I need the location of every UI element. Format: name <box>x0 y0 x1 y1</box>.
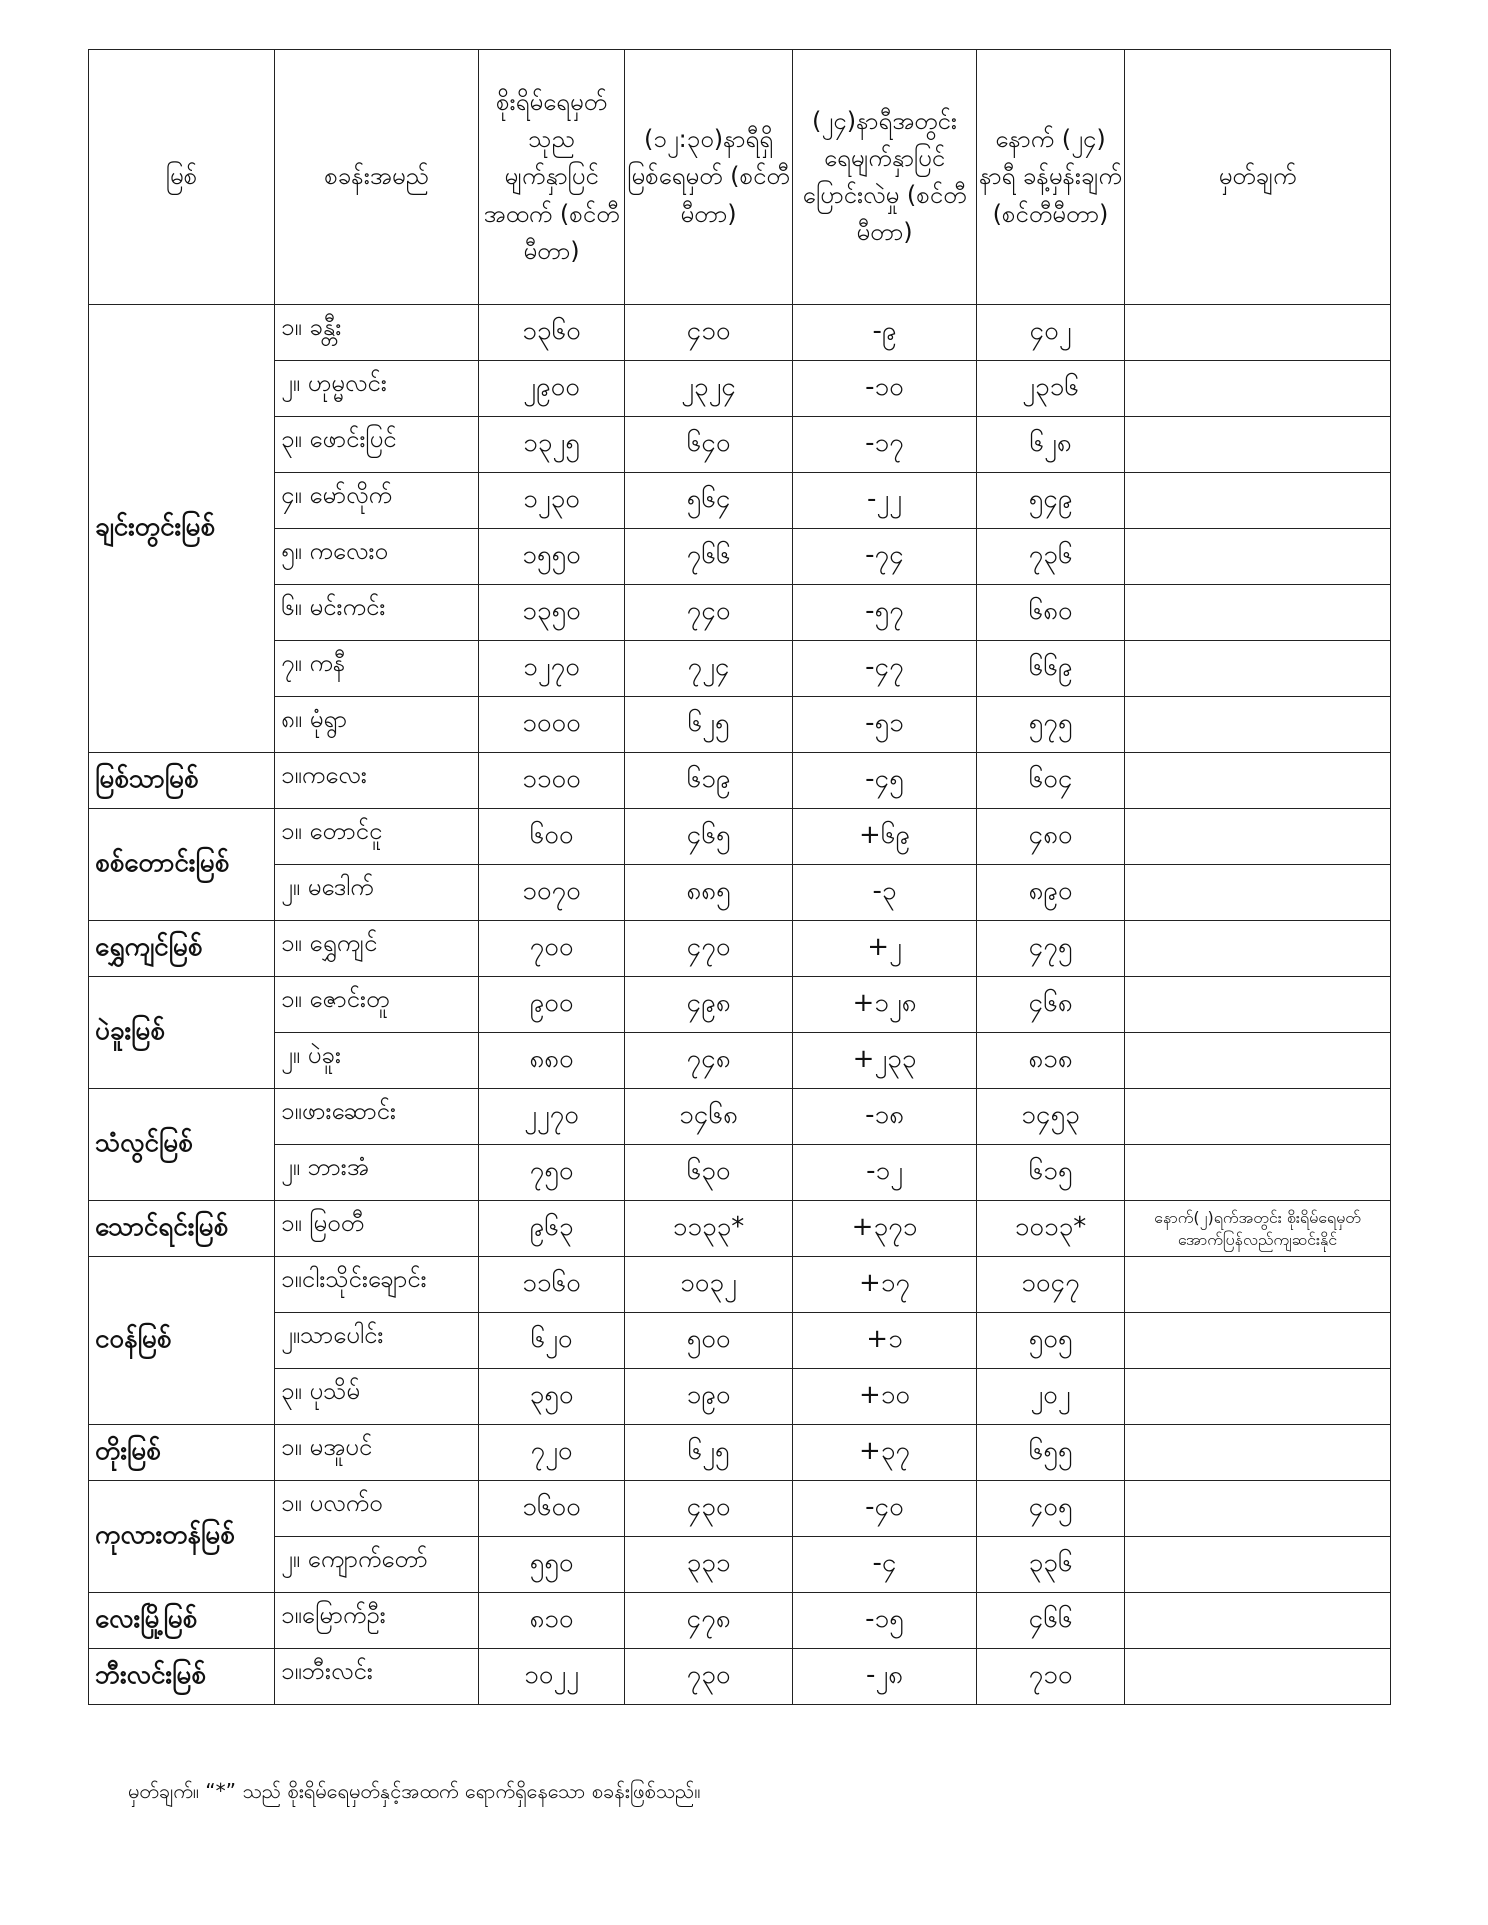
table-row <box>89 1257 1391 1313</box>
danger-level: ၁၂၃၀ <box>479 473 625 529</box>
station-name: ၁။ ခန္တီး <box>275 305 479 361</box>
forecast-level: ၆၀၄ <box>977 753 1125 809</box>
current-level: ၆၁၉ <box>625 753 793 809</box>
river-level-table <box>88 49 1391 1705</box>
level-change: -၁၇ <box>793 417 977 473</box>
danger-level: ၈၁၀ <box>479 1593 625 1649</box>
table-row <box>89 1369 1391 1425</box>
station-name: ၂။သာပေါင်း <box>275 1313 479 1369</box>
level-change: -၅၁ <box>793 697 977 753</box>
danger-level: ၃၅၀ <box>479 1369 625 1425</box>
station-name: ၁။ကလေး <box>275 753 479 809</box>
level-change: -၁၅ <box>793 1593 977 1649</box>
forecast-level: ၅၄၉ <box>977 473 1125 529</box>
header-change-24h: (၂၄)နာရီအတွင်း ရေမျက်နှာပြင် ပြောင်းလဲမှု (စင်တီမီတာ) <box>793 50 977 305</box>
level-change: +၂၃၃ <box>793 1033 977 1089</box>
remark <box>1125 473 1391 529</box>
river-name: ဘီးလင်းမြစ် <box>89 1649 275 1705</box>
forecast-level: ၆၂၈ <box>977 417 1125 473</box>
danger-level: ၆၀၀ <box>479 809 625 865</box>
river-name: ချင်းတွင်းမြစ် <box>89 305 275 753</box>
level-change: -၄၅ <box>793 753 977 809</box>
station-name: ၁။ဘီးလင်း <box>275 1649 479 1705</box>
river-name: ငဝန်မြစ် <box>89 1257 275 1425</box>
remark <box>1125 417 1391 473</box>
forecast-level: ၂၀၂ <box>977 1369 1125 1425</box>
river-name: ရွှေကျင်မြစ် <box>89 921 275 977</box>
level-change: -၃ <box>793 865 977 921</box>
forecast-level: ၇၁၀ <box>977 1649 1125 1705</box>
river-name: သံလွင်မြစ် <box>89 1089 275 1201</box>
table-row <box>89 1425 1391 1481</box>
river-name: လေးမြို့မြစ် <box>89 1593 275 1649</box>
forecast-level: ၆၈၀ <box>977 585 1125 641</box>
level-change: +၁ <box>793 1313 977 1369</box>
current-level: ၄၇၀ <box>625 921 793 977</box>
station-name: ၇။ ကနီ <box>275 641 479 697</box>
remark <box>1125 1537 1391 1593</box>
station-name: ၂။ မဒေါက် <box>275 865 479 921</box>
remark <box>1125 1145 1391 1201</box>
danger-level: ၁၁၆၀ <box>479 1257 625 1313</box>
danger-level: ၁၅၅၀ <box>479 529 625 585</box>
danger-level: ၁၃၆၀ <box>479 305 625 361</box>
danger-level: ၁၀၀၀ <box>479 697 625 753</box>
forecast-level: ၄၀၅ <box>977 1481 1125 1537</box>
forecast-level: ၂၃၁၆ <box>977 361 1125 417</box>
level-change: -၄ <box>793 1537 977 1593</box>
station-name: ၁။ တောင်ငူ <box>275 809 479 865</box>
table-row <box>89 361 1391 417</box>
current-level: ၁၁၃၃* <box>625 1201 793 1257</box>
current-level: ၅၀၀ <box>625 1313 793 1369</box>
station-name: ၂။ ပဲခူး <box>275 1033 479 1089</box>
forecast-level: ၄၆၈ <box>977 977 1125 1033</box>
station-name: ၁။ဖားဆောင်း <box>275 1089 479 1145</box>
current-level: ၆၃၀ <box>625 1145 793 1201</box>
remark <box>1125 809 1391 865</box>
level-change: +၁၇ <box>793 1257 977 1313</box>
station-name: ၁။မြောက်ဦး <box>275 1593 479 1649</box>
table-row <box>89 585 1391 641</box>
table-row <box>89 529 1391 585</box>
current-level: ၅၆၄ <box>625 473 793 529</box>
table-row <box>89 977 1391 1033</box>
current-level: ၁၉၀ <box>625 1369 793 1425</box>
level-change: +၁၀ <box>793 1369 977 1425</box>
level-change: -၁၈ <box>793 1089 977 1145</box>
table-row <box>89 473 1391 529</box>
level-change: +၁၂၈ <box>793 977 977 1033</box>
level-change: -၇၄ <box>793 529 977 585</box>
danger-level: ၂၉၀၀ <box>479 361 625 417</box>
station-name: ၁။ ရွှေကျင် <box>275 921 479 977</box>
remark <box>1125 1593 1391 1649</box>
river-name: ပဲခူးမြစ် <box>89 977 275 1089</box>
remark <box>1125 753 1391 809</box>
level-change: +၃၇ <box>793 1425 977 1481</box>
remark <box>1125 1481 1391 1537</box>
level-change: -၉ <box>793 305 977 361</box>
remark <box>1125 1425 1391 1481</box>
current-level: ၇၃၀ <box>625 1649 793 1705</box>
current-level: ၁၀၃၂ <box>625 1257 793 1313</box>
forecast-level: ၇၃၆ <box>977 529 1125 585</box>
level-change: -၂၂ <box>793 473 977 529</box>
station-name: ၁။ မအူပင် <box>275 1425 479 1481</box>
remark <box>1125 865 1391 921</box>
table-row <box>89 1089 1391 1145</box>
station-name: ၂။ ဟုမ္မလင်း <box>275 361 479 417</box>
river-name: ကုလားတန်မြစ် <box>89 1481 275 1593</box>
table-row <box>89 809 1391 865</box>
table-row <box>89 305 1391 361</box>
remark: နောက်(၂)ရက်အတွင်း စိုးရိမ်ရေမှတ် အောက်ပြန်လည်ကျဆင်းနိုင် <box>1125 1201 1391 1257</box>
current-level: ၄၁၀ <box>625 305 793 361</box>
station-name: ၆။ မင်းကင်း <box>275 585 479 641</box>
level-change: -၂၈ <box>793 1649 977 1705</box>
current-level: ၆၄၀ <box>625 417 793 473</box>
level-change: -၄၇ <box>793 641 977 697</box>
danger-level: ၉၀၀ <box>479 977 625 1033</box>
station-name: ၅။ ကလေးဝ <box>275 529 479 585</box>
forecast-level: ၁၄၅၃ <box>977 1089 1125 1145</box>
forecast-level: ၄၀၂ <box>977 305 1125 361</box>
danger-level: ၇၂၀ <box>479 1425 625 1481</box>
header-current-level: (၁၂:၃၀)နာရီရှိ မြစ်ရေမှတ် (စင်တီမီတာ) <box>625 50 793 305</box>
station-name: ၃။ ပုသိမ် <box>275 1369 479 1425</box>
river-name: သောင်ရင်းမြစ် <box>89 1201 275 1257</box>
danger-level: ၈၈၀ <box>479 1033 625 1089</box>
table-row <box>89 753 1391 809</box>
table-row <box>89 1537 1391 1593</box>
forecast-level: ၆၅၅ <box>977 1425 1125 1481</box>
current-level: ၄၉၈ <box>625 977 793 1033</box>
station-name: ၃။ ဖောင်းပြင် <box>275 417 479 473</box>
remark <box>1125 1089 1391 1145</box>
forecast-level: ၆၆၉ <box>977 641 1125 697</box>
danger-level: ၂၂၇၀ <box>479 1089 625 1145</box>
station-name: ၈။ မုံရွာ <box>275 697 479 753</box>
forecast-level: ၅၀၅ <box>977 1313 1125 1369</box>
current-level: ၈၈၅ <box>625 865 793 921</box>
station-name: ၁။ ပလက်ဝ <box>275 1481 479 1537</box>
table-row <box>89 1201 1391 1257</box>
table-row <box>89 1313 1391 1369</box>
current-level: ၄၃၀ <box>625 1481 793 1537</box>
table-body <box>89 305 1391 1705</box>
forecast-level: ၅၇၅ <box>977 697 1125 753</box>
current-level: ၇၂၄ <box>625 641 793 697</box>
current-level: ၇၄၀ <box>625 585 793 641</box>
table-row <box>89 921 1391 977</box>
remark <box>1125 921 1391 977</box>
remark <box>1125 585 1391 641</box>
danger-level: ၅၅၀ <box>479 1537 625 1593</box>
danger-level: ၁၃၂၅ <box>479 417 625 473</box>
remark <box>1125 1369 1391 1425</box>
table-row <box>89 641 1391 697</box>
danger-level: ၆၂၀ <box>479 1313 625 1369</box>
header-remark: မှတ်ချက် <box>1125 50 1391 305</box>
danger-level: ၁၃၅၀ <box>479 585 625 641</box>
remark <box>1125 1033 1391 1089</box>
remark <box>1125 1313 1391 1369</box>
current-level: ၄၆၅ <box>625 809 793 865</box>
level-change: -၅၇ <box>793 585 977 641</box>
header-row <box>89 50 1391 305</box>
level-change: -၁၀ <box>793 361 977 417</box>
remark <box>1125 361 1391 417</box>
table-row <box>89 1145 1391 1201</box>
station-name: ၁။ မြဝတီ <box>275 1201 479 1257</box>
current-level: ၁၄၆၈ <box>625 1089 793 1145</box>
river-name: တိုးမြစ် <box>89 1425 275 1481</box>
current-level: ၇၆၆ <box>625 529 793 585</box>
header-danger-level: စိုးရိမ်ရေမှတ် သုည မျက်နှာပြင် အထက် (စင်တီမီတာ) <box>479 50 625 305</box>
danger-level: ၁၁၀၀ <box>479 753 625 809</box>
table-row <box>89 1593 1391 1649</box>
danger-level: ၉၆၃ <box>479 1201 625 1257</box>
level-change: -၁၂ <box>793 1145 977 1201</box>
current-level: ၆၂၅ <box>625 1425 793 1481</box>
current-level: ၆၂၅ <box>625 697 793 753</box>
remark <box>1125 977 1391 1033</box>
table-row <box>89 865 1391 921</box>
danger-level: ၇၅၀ <box>479 1145 625 1201</box>
remark <box>1125 1257 1391 1313</box>
remark <box>1125 305 1391 361</box>
forecast-level: ၄၆၆ <box>977 1593 1125 1649</box>
danger-level: ၁၀၇၀ <box>479 865 625 921</box>
station-name: ၄။ မော်လိုက် <box>275 473 479 529</box>
danger-level: ၇၀၀ <box>479 921 625 977</box>
station-name: ၂။ ဘားအံ <box>275 1145 479 1201</box>
danger-level: ၁၀၂၂ <box>479 1649 625 1705</box>
current-level: ၃၃၁ <box>625 1537 793 1593</box>
table-row <box>89 1649 1391 1705</box>
remark <box>1125 1649 1391 1705</box>
header-forecast-24h: နောက် (၂၄) နာရီ ခန့်မှန်းချက် (စင်တီမီတာ) <box>977 50 1125 305</box>
table-row <box>89 1481 1391 1537</box>
level-change: +၂ <box>793 921 977 977</box>
forecast-level: ၈၉၀ <box>977 865 1125 921</box>
level-change: +၃၇၁ <box>793 1201 977 1257</box>
current-level: ၇၄၈ <box>625 1033 793 1089</box>
footnote: မှတ်ချက်။ “*” သည် စိုးရိမ်ရေမှတ်နှင့်အထက် ရောက်ရှိနေသော စခန်းဖြစ်သည်။ <box>128 1779 701 1803</box>
header-river: မြစ် <box>89 50 275 305</box>
station-name: ၁။ငါးသိုင်းချောင်း <box>275 1257 479 1313</box>
forecast-level: ၄၇၅ <box>977 921 1125 977</box>
forecast-level: ၁၀၄၇ <box>977 1257 1125 1313</box>
forecast-level: ၃၃၆ <box>977 1537 1125 1593</box>
remark <box>1125 697 1391 753</box>
remark <box>1125 641 1391 697</box>
table-row <box>89 697 1391 753</box>
table-row <box>89 417 1391 473</box>
header-station: စခန်းအမည် <box>275 50 479 305</box>
forecast-level: ၄၈၀ <box>977 809 1125 865</box>
remark <box>1125 529 1391 585</box>
forecast-level: ၈၁၈ <box>977 1033 1125 1089</box>
table-row <box>89 1033 1391 1089</box>
current-level: ၂၃၂၄ <box>625 361 793 417</box>
station-name: ၁။ ဇောင်းတူ <box>275 977 479 1033</box>
danger-level: ၁၆၀၀ <box>479 1481 625 1537</box>
station-name: ၂။ ကျောက်တော် <box>275 1537 479 1593</box>
river-name: မြစ်သာမြစ် <box>89 753 275 809</box>
forecast-level: ၆၁၅ <box>977 1145 1125 1201</box>
river-name: စစ်တောင်းမြစ် <box>89 809 275 921</box>
danger-level: ၁၂၇၀ <box>479 641 625 697</box>
level-change: +၆၉ <box>793 809 977 865</box>
level-change: -၄၀ <box>793 1481 977 1537</box>
forecast-level: ၁၀၁၃* <box>977 1201 1125 1257</box>
current-level: ၄၇၈ <box>625 1593 793 1649</box>
